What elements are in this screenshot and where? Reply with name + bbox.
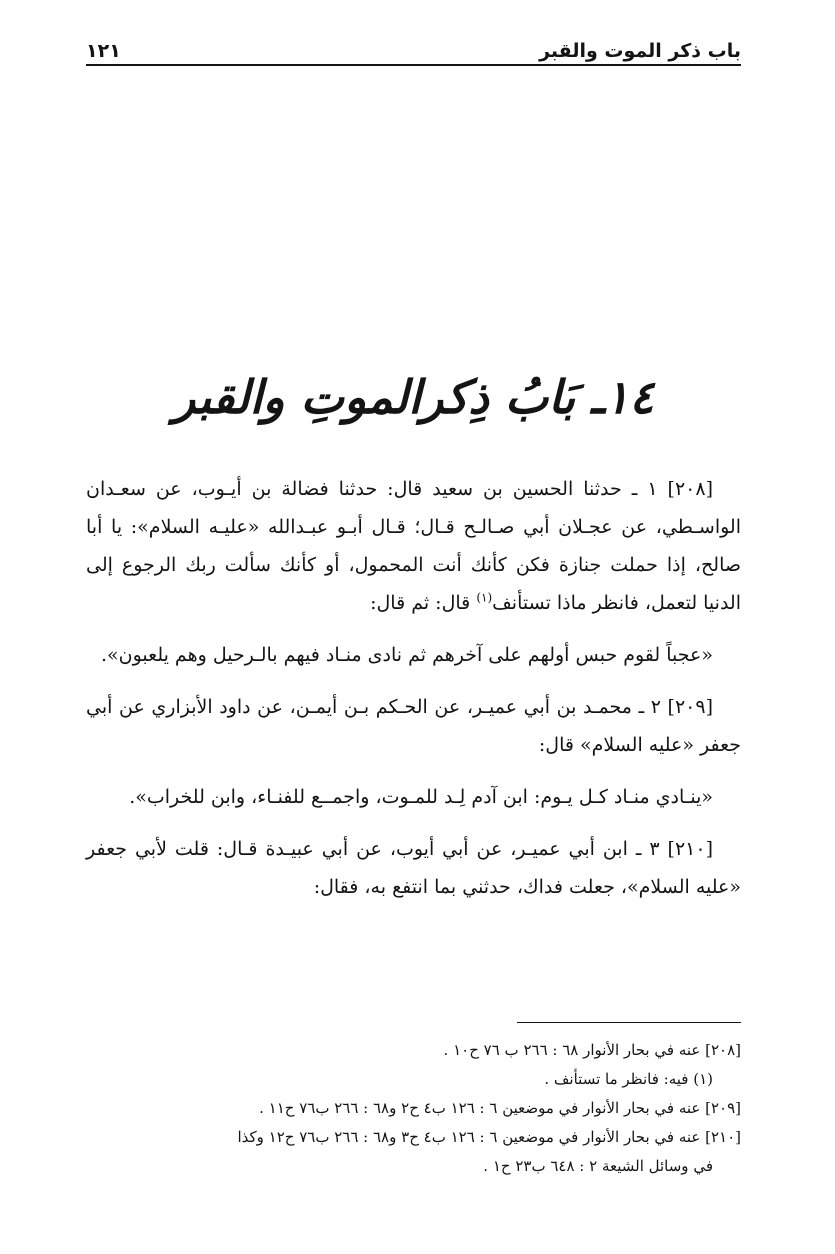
hadith-208-text: [٢٠٨] ١ ـ حدثنا الحسين بن سعيد قال: حدثنا فضالة بن أيـوب، عن سعـدان الواسـطي، عن عجـلان أبي صـالـح قـال؛ قـال أبـو عبـدالله «عليـه السلام»: يا أبا صالح، إذا حملت جنازة فكن كأنك أنت المحمول، أو كأنك سألت ربك الرجوع إلى الدنيا لتعمل، فانظر ماذا تستأنف — [86, 478, 741, 614]
chapter-title: ١٤ـ بَابُ ذِكرالموتِ والقبر — [173, 370, 654, 424]
header-rule — [86, 64, 741, 66]
hadith-208-tail: قال: ثم قال: — [370, 592, 477, 614]
running-header — [86, 30, 741, 62]
footnote-208: [٢٠٨] عنه في بحار الأنوار ٦٨ : ٢٦٦ ب ٧٦ ح١٠ . — [443, 1041, 741, 1059]
hadith-208-paragraph — [86, 470, 741, 622]
page-number: ١٢١ — [86, 40, 121, 62]
footnote-1: (١) فيه: فانظر ما تستأنف . — [544, 1070, 713, 1088]
hadith-208-quote: «عجباً لقوم حبس أولهم على آخرهم ثم نادى منـاد فيهم بالـرحيل وهم يلعبون». — [100, 644, 713, 666]
hadith-209-paragraph: [٢٠٩] ٢ ـ محمـد بن أبي عميـر، عن الحـكم بـن أيمـن، عن داود الأبزاري عن أبي جعفر «عليه السلام» قال: — [86, 696, 741, 756]
footnotes — [86, 1036, 741, 1181]
footnote-210-continued: في وسائل الشيعة ٢ : ٦٤٨ ب٢٣ ح١ . — [483, 1157, 713, 1175]
footnote-rule — [517, 1022, 741, 1023]
footnote-209: [٢٠٩] عنه في بحار الأنوار في موضعين ٦ : ١٢٦ ب٤ ح٢ و٦٨ : ٢٦٦ ب٧٦ ح١١ . — [259, 1099, 741, 1117]
running-header-title: باب ذكر الموت والقبر — [539, 40, 741, 62]
hadith-210-paragraph: [٢١٠] ٣ ـ ابن أبي عميـر، عن أبي أيوب، عن أبي عبيـدة قـال: قلت لأبي جعفر «عليه السلام»، جعلت فداك، حدثني بما انتفع به، فقال: — [86, 838, 741, 898]
body-text — [86, 470, 741, 920]
hadith-209-quote: «ينـادي منـاد كـل يـوم: ابن آدم لِـد للمـوت، واجمــع للفنـاء، وابن للخراب». — [129, 786, 713, 808]
footnote-210: [٢١٠] عنه في بحار الأنوار في موضعين ٦ : ١٢٦ ب٤ ح٣ و٦٨ : ٢٦٦ ب٧٦ ح١٢ وكذا — [237, 1128, 741, 1146]
footnote-marker-1[interactable]: (١) — [476, 590, 493, 605]
